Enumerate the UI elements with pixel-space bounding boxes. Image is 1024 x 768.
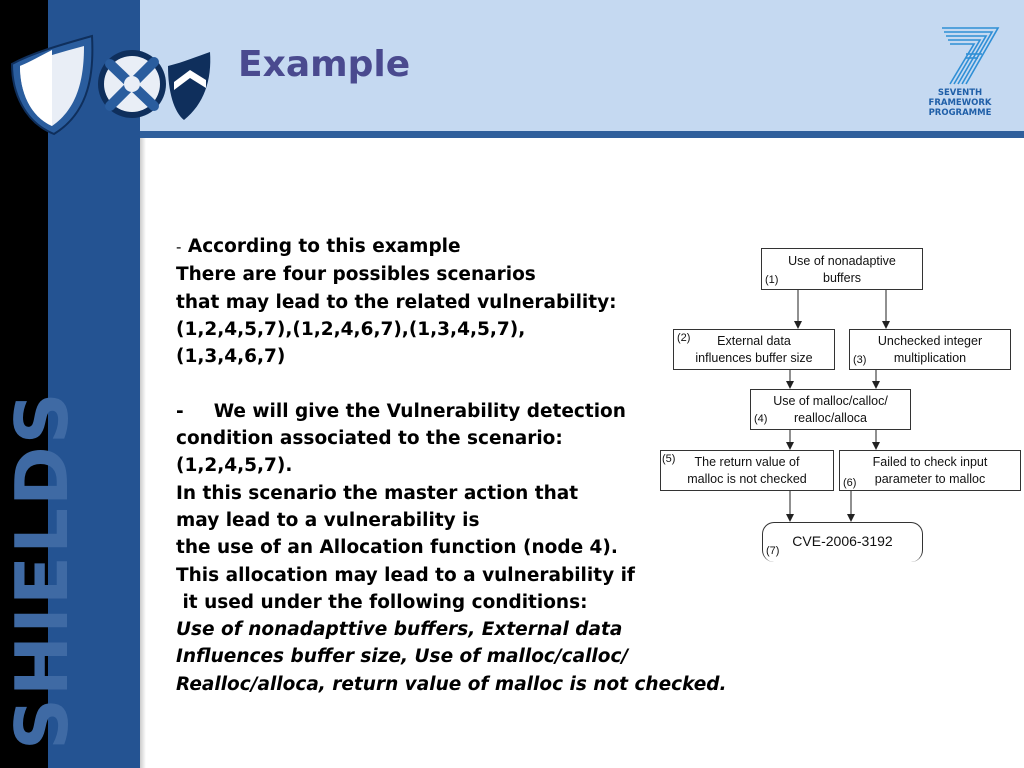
sidebar-shadow (140, 138, 146, 768)
text-line: it used under the following conditions: (176, 591, 588, 613)
bullet-1 (176, 233, 776, 261)
node-1-number: (1) (765, 274, 779, 286)
node-6-number: (6) (843, 477, 857, 489)
node-2 (673, 329, 835, 370)
node-2-line2: influences buffer size (695, 351, 813, 365)
blank-line (176, 370, 776, 397)
node-6 (839, 450, 1021, 491)
node-3-number: (3) (853, 354, 867, 366)
node-5 (660, 450, 834, 491)
fp7-logo (906, 20, 1014, 118)
node-5-line1: The return value of (694, 455, 800, 469)
node-4-line2: realloc/alloca (794, 411, 867, 425)
text-line: condition associated to the scenario: (176, 428, 563, 450)
node-1-line1: Use of nonadaptive (788, 254, 896, 268)
node-4 (750, 389, 911, 430)
node-7 (762, 522, 923, 562)
node-7-number: (7) (766, 545, 780, 557)
seven-logo-icon (906, 20, 1014, 86)
page-title: Example (238, 44, 411, 85)
node-4-line1: Use of malloc/calloc/ (773, 394, 888, 408)
bullet-2 (176, 398, 776, 425)
header-rule (140, 131, 1024, 138)
bullet-2-text: We will give the Vulnerability detection (213, 400, 626, 422)
text-line: There are four possibles scenarios (176, 264, 536, 286)
text-line: (1,2,4,5,7),(1,2,4,6,7),(1,3,4,5,7), (176, 318, 526, 340)
text-line: may lead to a vulnerability is (176, 509, 480, 531)
text-line: This allocation may lead to a vulnerability if (176, 564, 635, 586)
fp7-line1: SEVENTH FRAMEWORK (928, 88, 992, 108)
italic-line: Use of nonadapttive buffers, External data (176, 619, 623, 641)
bullet-1-text: According to this example (187, 236, 461, 257)
shields-logo-icon (4, 22, 214, 140)
node-1 (761, 248, 923, 290)
node-3 (849, 329, 1011, 370)
node-2-number: (2) (677, 332, 691, 344)
text-line: the use of an Allocation function (node 4). (176, 537, 618, 559)
text-line: In this scenario the master action that (176, 482, 579, 504)
text-line: (1,2,4,5,7). (176, 455, 293, 477)
node-1-line2: buffers (823, 271, 861, 285)
node-7-label: CVE-2006-3192 (792, 533, 893, 549)
italic-line: Realloc/alloca, return value of malloc is not checked. (176, 673, 727, 695)
node-6-line2: parameter to malloc (874, 472, 986, 486)
node-3-line1: Unchecked integer (877, 334, 983, 348)
node-5-line2: malloc is not checked (687, 472, 807, 486)
text-line: (1,3,4,6,7) (176, 346, 286, 368)
node-6-line1: Failed to check input (872, 455, 988, 469)
text-line: that may lead to the related vulnerability: (176, 291, 617, 313)
node-2-line1: External data (717, 334, 791, 348)
italic-line: Influences buffer size, Use of malloc/calloc/ (176, 646, 629, 668)
fp7-program-text (906, 88, 1014, 118)
node-5-number: (5) (662, 453, 676, 465)
sidebar-brand-text: SHIELDS (0, 390, 84, 750)
node-4-number: (4) (754, 413, 768, 425)
node-3-line2: multiplication (893, 351, 967, 365)
fp7-line2: PROGRAMME (928, 108, 992, 118)
bullet-2-dash: - (176, 400, 184, 422)
bullet-1-dash: - (176, 238, 182, 256)
